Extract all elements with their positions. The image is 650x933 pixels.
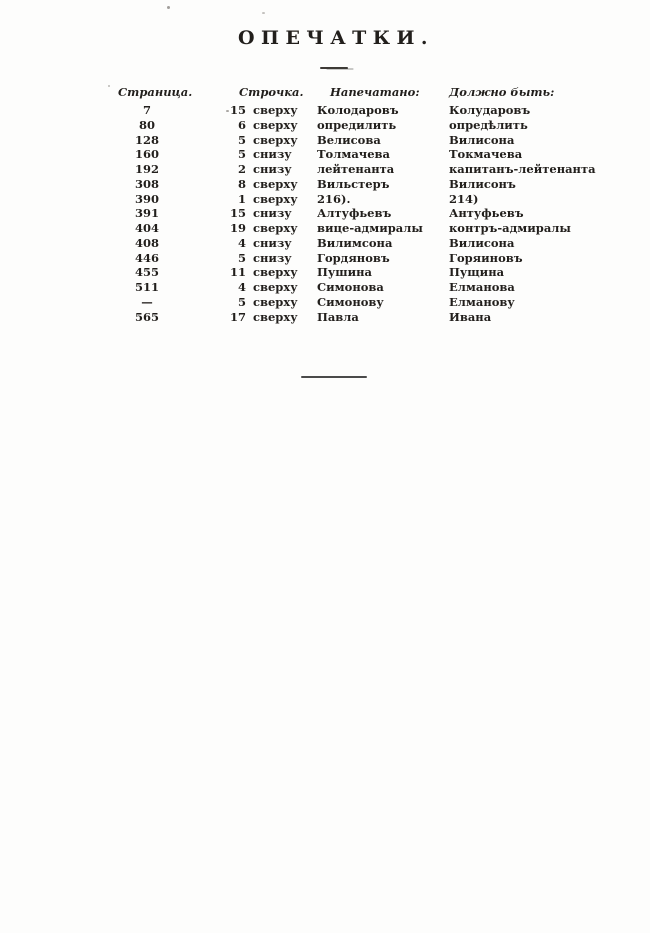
line-direction: сверху: [253, 294, 298, 309]
cell-printed-text: Велисова: [317, 132, 381, 147]
line-direction: снизу: [253, 206, 292, 221]
cell-line: [184, 103, 310, 118]
table-row: [110, 310, 570, 325]
cell-correct-text: Токмачева: [449, 147, 523, 162]
cell-page-number: 565: [134, 309, 159, 324]
table-row: [110, 147, 570, 162]
cell-correct-text: Елманову: [449, 294, 515, 309]
cell-correct-text: контръ-адмиралы: [449, 221, 571, 235]
cell-line: [184, 118, 310, 133]
cell-page-number: 192: [134, 162, 159, 176]
table-row: [110, 177, 570, 192]
cell-correct-text: Антуфьевъ: [449, 206, 524, 221]
table-row: [110, 192, 570, 207]
end-rule: [301, 376, 367, 378]
page-title: ОПЕЧАТКИ.: [238, 27, 434, 49]
scan-speck: [288, 171, 290, 173]
cell-printed-text: Вилимсона: [317, 235, 393, 250]
cell-correct-text: Вилисона: [449, 132, 515, 147]
cell-correct-text: Елманова: [449, 280, 515, 294]
cell-correct-text: Горяиновъ: [449, 250, 523, 265]
cell-correct-text: Пущина: [449, 265, 505, 280]
scan-speck: [226, 110, 229, 112]
cell-line: [184, 162, 310, 177]
cell-line: [184, 177, 310, 192]
title-flourish: [320, 67, 348, 69]
cell-printed-text: лейтенанта: [317, 162, 395, 176]
cell-printed-text: Пушина: [317, 265, 372, 280]
cell-line: [184, 147, 310, 162]
table-row: [110, 236, 570, 251]
cell-page-number: 128: [134, 132, 159, 147]
scan-speck: [108, 85, 110, 87]
cell-page-number: —: [141, 294, 153, 309]
cell-page-number: 455: [134, 265, 159, 280]
cell-line: [184, 236, 310, 251]
line-number: 5: [237, 132, 246, 147]
cell-page-number: 390: [134, 191, 159, 206]
cell-page-number: 446: [134, 250, 159, 265]
cell-correct-text: 214): [449, 191, 479, 206]
line-number: 5: [237, 250, 246, 265]
column-header-printed: Напечатано:: [330, 85, 420, 99]
cell-page-number: 80: [138, 117, 155, 132]
line-direction: снизу: [253, 162, 292, 176]
cell-printed-text: Колодаровъ: [317, 103, 399, 117]
line-number: 4: [237, 235, 246, 250]
line-direction: сверху: [253, 191, 298, 206]
table-header-row: [0, 85, 650, 101]
line-number: 11: [229, 265, 246, 280]
cell-page-number: 511: [134, 280, 159, 294]
table-row: [110, 133, 570, 148]
cell-printed-text: Гордяновъ: [317, 250, 390, 265]
cell-printed-text: Алтуфьевъ: [317, 206, 392, 221]
line-number: 15: [229, 103, 246, 117]
cell-correct-text: опредѣлить: [449, 117, 528, 132]
cell-page-number: 160: [134, 147, 159, 162]
cell-correct-text: Колударовъ: [449, 103, 531, 117]
line-number: 4: [237, 280, 246, 294]
line-number: 17: [229, 309, 246, 324]
line-direction: снизу: [253, 147, 292, 162]
line-number: 19: [229, 221, 246, 235]
cell-line: [184, 133, 310, 148]
cell-line: [184, 221, 310, 236]
column-header-correct: Должно быть:: [449, 85, 555, 99]
cell-line: [184, 251, 310, 266]
cell-printed-text: 216).: [317, 191, 351, 206]
line-direction: сверху: [253, 221, 298, 235]
line-direction: сверху: [253, 265, 298, 280]
table-row: [110, 280, 570, 295]
cell-page-number: 7: [142, 103, 151, 117]
column-header-line: Строчка.: [239, 85, 304, 99]
line-direction: сверху: [253, 132, 298, 147]
table-row: [110, 103, 570, 118]
cell-page-number: 308: [134, 176, 159, 191]
table-row: [110, 162, 596, 177]
scan-speck: [262, 12, 265, 14]
line-number: 15: [229, 206, 246, 221]
table-row: [110, 221, 570, 236]
table-row: [110, 206, 570, 221]
line-number: 2: [237, 162, 246, 176]
table-row: [110, 251, 570, 266]
line-direction: сверху: [253, 103, 298, 117]
cell-line: [184, 310, 310, 325]
line-number: 5: [237, 147, 246, 162]
cell-printed-text: Толмачева: [317, 147, 390, 162]
cell-line: [184, 265, 310, 280]
table-row: [110, 265, 570, 280]
cell-page-number: 391: [134, 206, 159, 221]
line-direction: сверху: [253, 176, 298, 191]
line-number: 1: [237, 191, 246, 206]
cell-printed-text: Симонову: [317, 294, 384, 309]
line-direction: снизу: [253, 250, 292, 265]
cell-correct-text: Ивана: [449, 309, 492, 324]
cell-printed-text: вице-адмиралы: [317, 221, 423, 235]
cell-correct-text: Вилисона: [449, 235, 515, 250]
cell-line: [184, 192, 310, 207]
line-direction: сверху: [253, 117, 298, 132]
line-number: 8: [237, 176, 246, 191]
errata-table-body: [110, 103, 596, 324]
cell-correct-text: капитанъ-лейтенанта: [449, 162, 596, 176]
cell-line: [184, 280, 310, 295]
column-header-page: Страница.: [118, 85, 193, 99]
table-row: [110, 295, 570, 310]
cell-printed-text: Вильстеръ: [317, 176, 390, 191]
cell-line: [184, 206, 310, 221]
line-number: 6: [237, 117, 246, 132]
line-direction: сверху: [253, 309, 298, 324]
cell-page-number: 404: [134, 221, 159, 235]
line-direction: сверху: [253, 280, 298, 294]
cell-printed-text: опредилить: [317, 117, 397, 132]
cell-correct-text: Вилисонъ: [449, 176, 516, 191]
cell-printed-text: Симонова: [317, 280, 384, 294]
cell-line: [184, 295, 310, 310]
line-number: 5: [237, 294, 246, 309]
cell-page-number: 408: [134, 235, 159, 250]
line-direction: снизу: [253, 235, 292, 250]
cell-printed-text: Павла: [317, 309, 359, 324]
table-row: [110, 118, 570, 133]
scan-speck: [167, 6, 170, 9]
